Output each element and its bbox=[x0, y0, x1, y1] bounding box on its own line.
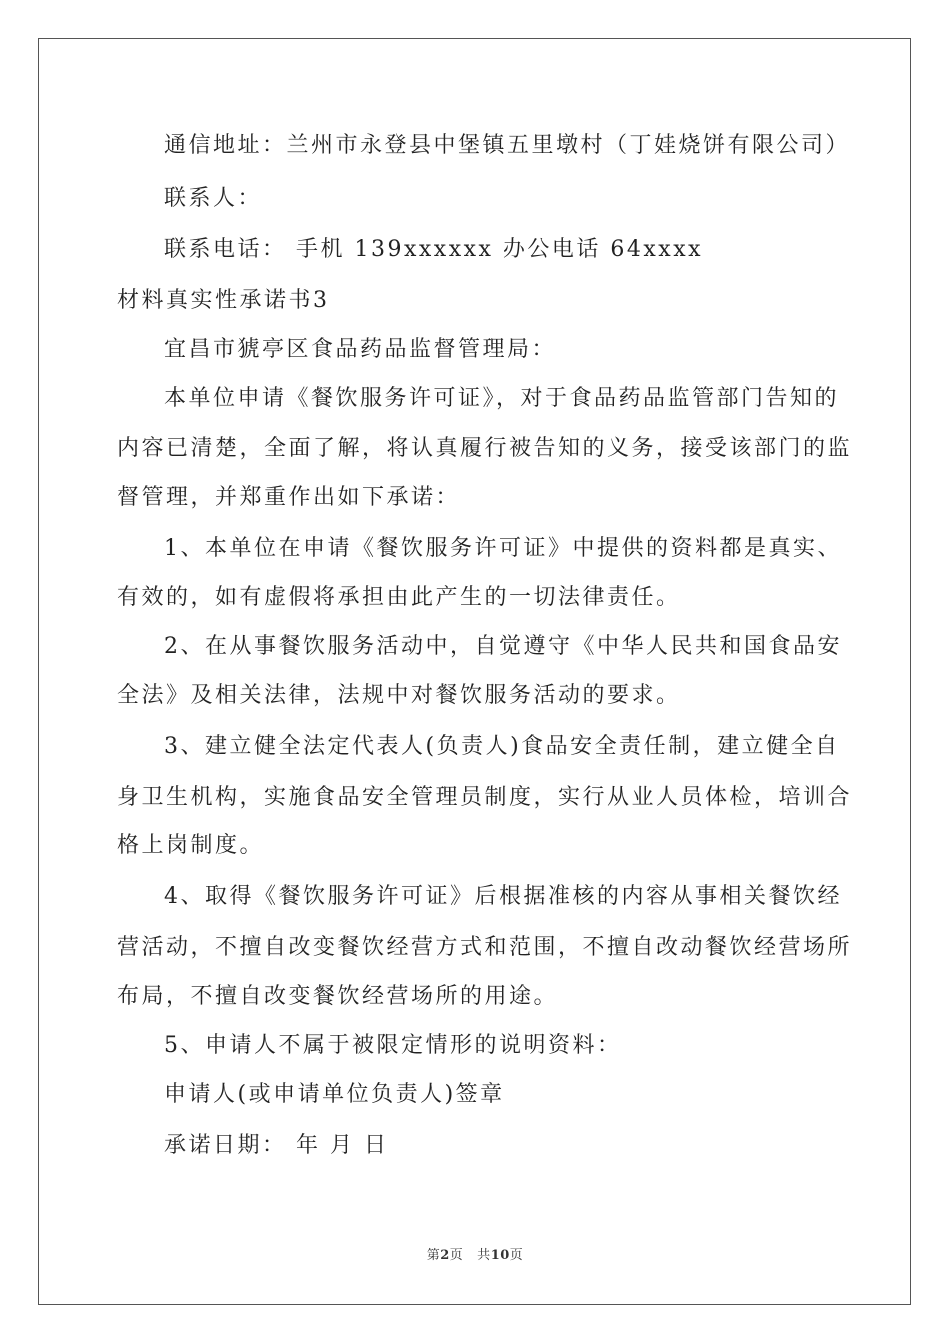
page-footer bbox=[0, 1244, 950, 1263]
item-3-line-3: 格上岗制度。 bbox=[117, 833, 265, 858]
item-1-line-1: 1、本单位在申请《餐饮服务许可证》中提供的资料都是真实、 bbox=[164, 536, 842, 561]
contact-phone: 联系电话： 手机 139xxxxxx 办公电话 64xxxx bbox=[164, 237, 704, 262]
item-3-line-1: 3、建立健全法定代表人(负责人)食品安全责任制，建立健全自 bbox=[164, 734, 840, 759]
page-border bbox=[38, 38, 911, 1305]
item-4-line-1: 4、取得《餐饮服务许可证》后根据准核的内容从事相关餐饮经 bbox=[164, 884, 842, 909]
footer-page-suffix: 页 bbox=[449, 1248, 464, 1263]
section-title: 材料真实性承诺书3 bbox=[117, 288, 330, 313]
item-4-line-2: 营活动，不擅自改变餐饮经营方式和范围，不擅自改动餐饮经营场所 bbox=[117, 935, 853, 960]
item-1-line-2: 有效的，如有虚假将承担由此产生的一切法律责任。 bbox=[117, 585, 681, 610]
footer-total-prefix: 共 bbox=[477, 1248, 491, 1263]
footer-total-number: 10 bbox=[490, 1248, 510, 1263]
item-5-line-1: 5、申请人不属于被限定情形的说明资料： bbox=[164, 1033, 622, 1058]
footer-page-prefix: 第 bbox=[426, 1248, 441, 1263]
intro-line-3: 督管理，并郑重作出如下承诺： bbox=[117, 485, 461, 510]
intro-line-1: 本单位申请《餐饮服务许可证》，对于食品药品监管部门告知的 bbox=[164, 386, 840, 411]
item-3-line-2: 身卫生机构，实施食品安全管理员制度，实行从业人员体检，培训合 bbox=[117, 785, 853, 810]
addressee: 宜昌市猇亭区食品药品监督管理局： bbox=[164, 337, 557, 362]
footer-total-suffix: 页 bbox=[509, 1248, 524, 1263]
item-4-line-3: 布局，不擅自改变餐饮经营场所的用途。 bbox=[117, 984, 559, 1009]
footer-page-number: 2 bbox=[440, 1248, 450, 1263]
item-2-line-1: 2、在从事餐饮服务活动中，自觉遵守《中华人民共和国食品安 bbox=[164, 634, 842, 659]
date-line: 承诺日期： 年 月 日 bbox=[164, 1133, 389, 1158]
item-2-line-2: 全法》及相关法律，法规中对餐饮服务活动的要求。 bbox=[117, 683, 681, 708]
signature-line: 申请人(或申请单位负责人)签章 bbox=[164, 1082, 505, 1107]
intro-line-2: 内容已清楚，全面了解，将认真履行被告知的义务，接受该部门的监 bbox=[117, 436, 853, 461]
contact-person: 联系人： bbox=[164, 186, 263, 211]
contact-address: 通信地址：兰州市永登县中堡镇五里墩村（丁娃烧饼有限公司） bbox=[164, 133, 851, 158]
